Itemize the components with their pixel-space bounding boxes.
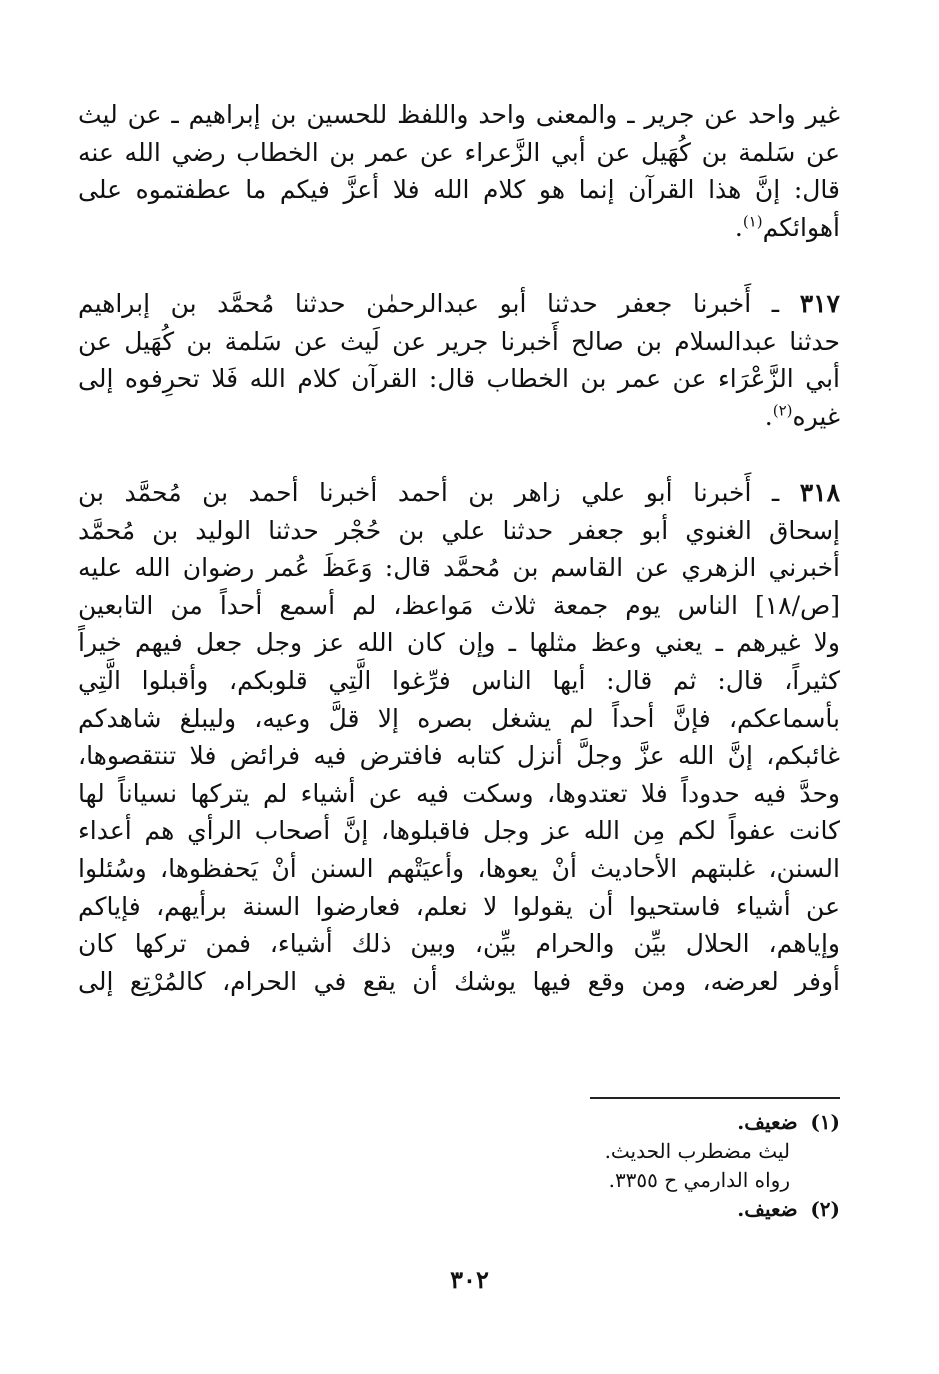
- footnote-1: [78, 1108, 840, 1137]
- paragraph-line-text: ـ أَخبرنا أبو علي زاهر بن أحمد أخبرنا أحمد بن مُحمَّد بن: [78, 478, 780, 507]
- period: .: [764, 401, 773, 431]
- paragraph-line: كانت عفواً لكم مِن الله عز وجل فاقبلوها، إنَّ أصحاب الرأي هم أعداء: [78, 816, 840, 846]
- paragraph-last-line: [78, 209, 840, 247]
- paragraph-line: السنن، غلبتهم الأحاديث أنْ يعوها، وأعيَتْهم السنن أنْ يَحفظوها، وسُئلوا: [78, 853, 840, 883]
- paragraph-first-line: [78, 474, 840, 512]
- footnote-1-line-3: رواه الدارمي ح ٣٣٥٥.: [608, 1168, 790, 1192]
- paragraph-2: [78, 285, 840, 435]
- paragraph-line: وإياهم، الحلال بيِّن والحرام بيِّن، وبين ذلك أشياء، فمن تركها كان: [78, 929, 840, 959]
- paragraph-line-text: أهوائكم: [762, 212, 840, 242]
- paragraph-line: حدثنا عبدالسلام بن صالح أَخبرنا جرير عن لَيث عن سَلمة بن كُهَيل عن: [78, 326, 840, 356]
- paragraph-1: [78, 96, 840, 246]
- footnote-grade: ضعيف.: [737, 1197, 798, 1221]
- paragraph-last-line: [78, 398, 840, 436]
- period: .: [734, 212, 743, 242]
- paragraph-line: غائبكم، إنَّ الله عزَّ وجلَّ أنزل كتابه فافترض فيه فرائض فلا تنتقصوها،: [78, 741, 840, 771]
- footnote-1-line-2: ليث مضطرب الحديث.: [604, 1139, 790, 1163]
- footnote-divider: [590, 1097, 840, 1099]
- footnotes: [78, 1108, 840, 1224]
- paragraph-first-line: [78, 285, 840, 323]
- hadith-number: ٣١٨: [799, 478, 841, 507]
- paragraph-line: وحدَّ فيه حدوداً فلا تعتدوها، وسكت فيه عن أشياء لم يتركها نسياناً لها: [78, 778, 840, 808]
- footnote-2: [78, 1195, 840, 1224]
- paragraph-line: قال: إنَّ هذا القرآن إنما هو كلام الله فلا أعزَّ فيكم ما عطفتموه على: [78, 175, 840, 205]
- page-number: ٣٠٢: [450, 1265, 489, 1294]
- paragraph-line-text: غيره: [792, 401, 840, 431]
- footnote-reference: (١): [742, 212, 763, 231]
- footnote-reference: (٢): [772, 401, 793, 420]
- paragraph-line: أبي الزَّعْرَاء عن عمر بن الخطاب قال: القرآن كلام الله فَلا تحرِفوه إلى: [78, 364, 840, 394]
- paragraph-line: بأسماعكم، فإنَّ أحداً لم يشغل بصره إلا قلَّ وعيه، وليبلغ شاهدكم: [78, 703, 840, 733]
- paragraph-line: أوفر لعرضه، ومن وقع فيها يوشك أن يقع في الحرام، كالمُرْتِع إلى: [78, 966, 840, 996]
- paragraph-line: [ص/١٨] الناس يوم جمعة ثلاث مَواعظ، لم أسمع أحداً من التابعين: [78, 590, 840, 620]
- paragraph-line: عن سَلمة بن كُهَيل عن أبي الزَّعراء عن عمر بن الخطاب رضي الله عنه: [78, 137, 840, 167]
- hadith-number: ٣١٧: [799, 289, 840, 318]
- paragraph-line: إسحاق الغنوي أبو جعفر حدثنا علي بن حُجْر حدثنا الوليد بن مُحمَّد: [78, 515, 840, 545]
- paragraph-line: ولا غيرهم ـ يعني وعظ مثلها ـ وإن كان الله عز وجل جعل فيهم خيراً: [78, 628, 840, 658]
- footnote-grade: ضعيف.: [737, 1110, 798, 1134]
- paragraph-line: أخبرني الزهري عن القاسم بن مُحمَّد قال: وَعَظَ عُمر رضوان الله عليه: [78, 553, 840, 583]
- paragraph-line: كثيراً، قال: ثم قال: أيها الناس فرِّغوا الَّتِي قلوبكم، وأقبلوا الَّتِي: [78, 665, 840, 695]
- paragraph-line-text: ـ أَخبرنا جعفر حدثنا أبو عبدالرحمٰن حدثنا مُحمَّد بن إبراهيم: [78, 289, 780, 318]
- paragraph-line: غير واحد عن جرير ـ والمعنى واحد واللفظ للحسين بن إبراهيم ـ عن ليث: [78, 100, 840, 129]
- paragraph-3: [78, 474, 840, 1000]
- footnote-number: (١): [810, 1110, 840, 1134]
- paragraph-line: عن أشياء فاستحيوا أن يقولوا لا نعلم، فعارضوا السنة برأيهم، فإياكم: [78, 891, 840, 921]
- footnote-number: (٢): [810, 1197, 840, 1221]
